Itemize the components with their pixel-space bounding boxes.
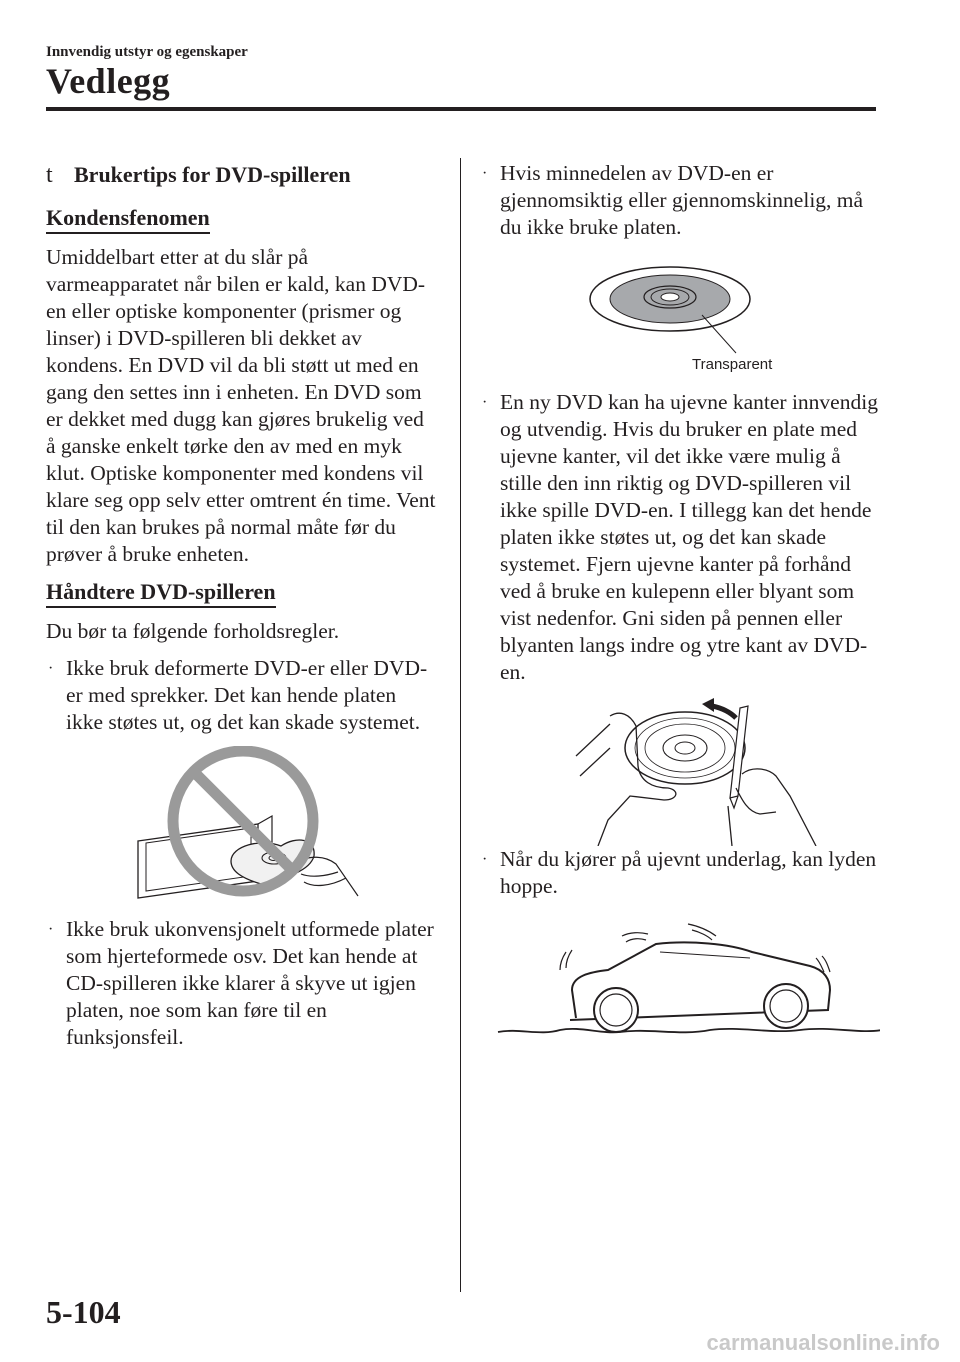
bullet-text: Ikke bruk ukonvensjonelt utformede plater som hjerteformede osv. Det kan hende at CD-spilleren ikke klarer å skyve ut igjen platen, noe som kan føre til en funksjonsfeil. — [66, 917, 434, 1049]
bullet-deformed-dvd — [46, 655, 438, 736]
main-heading-text: Brukertips for DVD-spilleren — [74, 162, 351, 187]
precautions-intro: Du bør ta følgende forholdsregler. — [46, 619, 340, 643]
main-heading — [46, 160, 438, 190]
subheading-condensation: Kondensfenomen — [46, 204, 210, 234]
bullet-dot: · — [482, 851, 488, 868]
heading-marker: t — [46, 162, 53, 188]
caption-transparent: Transparent — [692, 356, 773, 373]
subheading-handling: Håndtere DVD-spilleren — [46, 578, 276, 608]
bullet-text: Når du kjører på ujevnt underlag, kan lyden hoppe. — [500, 847, 877, 898]
transparent-disc-illustration — [480, 251, 880, 389]
bullet-uneven-road — [480, 846, 880, 900]
bullet-dot: · — [482, 165, 488, 182]
column-divider — [460, 158, 461, 1292]
bullet-text: En ny DVD kan ha ujevne kanter innvendig og utvendig. Hvis du bruker en plate med ujevne kanter, vil det ikke være mulig å stille den inn riktig og DVD-spilleren vil ikke spille DVD-en. I tillegg kan det hende platen ikke støtes ut, og det kan skade systemet. Fjern ujevne kanter på forhånd ved å bruke en kulepenn eller blyant som vist nedenfor. Gni siden på pennen eller blyanten langs indre og ytre kant av DVD-en. — [500, 390, 878, 684]
bullet-uneven-edges — [480, 389, 880, 686]
bullet-transparent-disc — [480, 160, 880, 241]
bullet-unconventional-discs — [46, 916, 438, 1051]
left-column — [46, 160, 438, 1061]
smoothing-edges-graphic — [480, 696, 880, 846]
bullet-text: Ikke bruk deformerte DVD-er eller DVD-er med sprekker. Det kan hende platen ikke støtes ut, og det kan skade systemet. — [66, 656, 428, 734]
car-on-rough-road-illustration — [480, 910, 880, 1040]
page-number: 5-104 — [46, 1294, 121, 1330]
watermark: carmanualsonline.info — [706, 1330, 940, 1355]
prohibited-disc-illustration — [46, 746, 438, 916]
title-rule — [46, 107, 876, 111]
bullet-text: Hvis minnedelen av DVD-en er gjennomsiktig eller gjennomskinnelig, må du ikke bruke platen. — [500, 161, 864, 239]
bullet-dot: · — [48, 921, 54, 938]
bullet-dot: · — [482, 394, 488, 411]
page-title: Vedlegg — [46, 61, 171, 101]
right-column — [480, 160, 880, 1040]
transparent-disc-graphic — [480, 251, 880, 389]
prohibited-disc-graphic — [46, 746, 438, 916]
bullet-dot: · — [48, 660, 54, 677]
condensation-paragraph: Umiddelbart etter at du slår på varmeapparatet når bilen er kald, kan DVD-en eller optiske komponenter (prismer og linser) i DVD-spilleren bli dekket av kondens. En DVD vil da bli støtt ut med en gang den settes inn i enheten. En DVD som er dekket med dugg kan gjøres brukelig ved å ganske enkelt tørke den av med en myk klut. Optiske komponenter med kondens vil klare seg opp selv etter omtrent én time. Vent til den kan brukes på normal måte før du prøver å bruke enheten. — [46, 245, 436, 566]
section-label: Innvendig utstyr og egenskaper — [46, 44, 248, 60]
car-on-rough-road-graphic — [480, 910, 880, 1040]
smoothing-edges-illustration — [480, 696, 880, 846]
